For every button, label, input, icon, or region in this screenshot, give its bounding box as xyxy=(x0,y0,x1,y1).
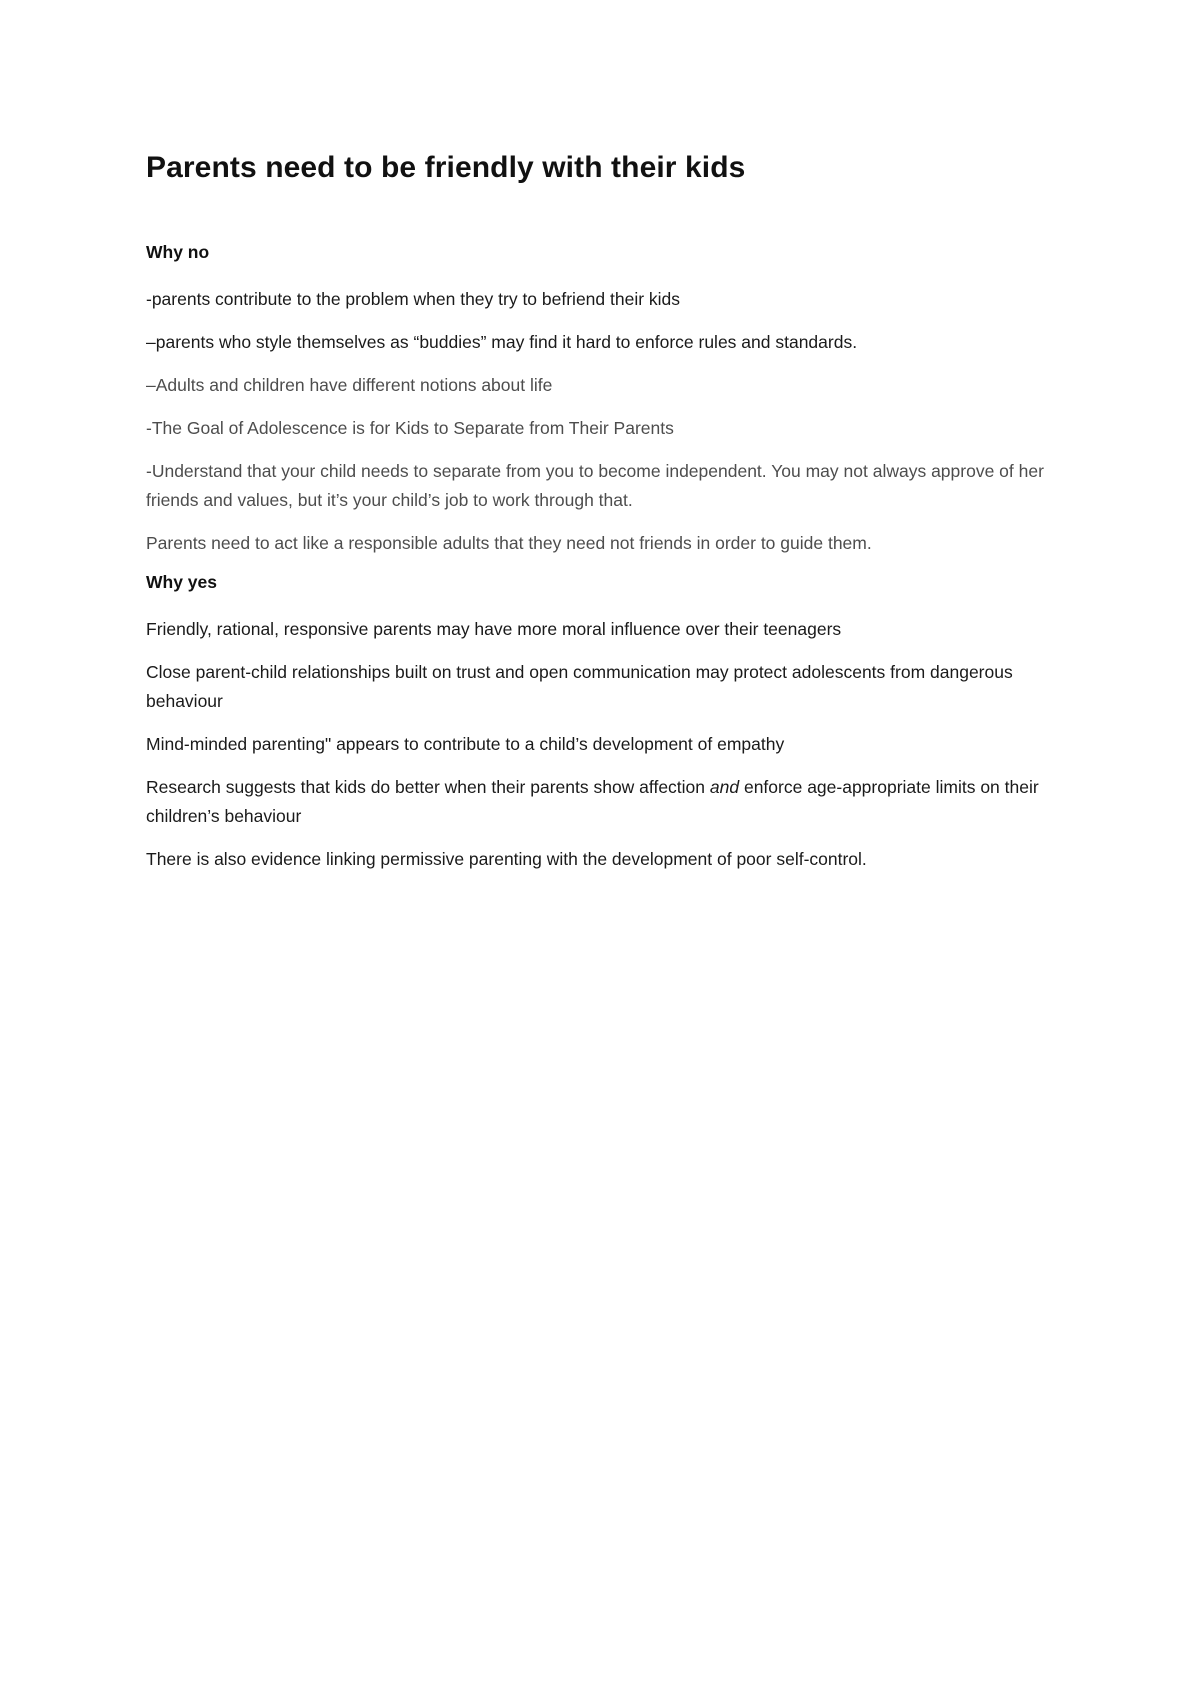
paragraph: Friendly, rational, responsive parents may have more moral influence over their teenagers xyxy=(146,619,842,639)
paragraph-text: enforce age-appropriate limits on their children’s behaviour xyxy=(146,777,1039,826)
paragraph: -parents contribute to the problem when they try to befriend their kids xyxy=(146,289,681,309)
paragraph-research xyxy=(146,773,1076,831)
document-body xyxy=(146,150,1076,888)
paragraph: There is also evidence linking permissive parenting with the development of poor self-control. xyxy=(146,849,867,869)
section-heading-why-yes: Why yes xyxy=(146,572,217,592)
paragraph: Parents need to act like a responsible adults that they need not friends in order to guide them. xyxy=(146,533,872,553)
document-title: Parents need to be friendly with their kids xyxy=(146,151,746,184)
paragraph: Mind-minded parenting" appears to contribute to a child’s development of empathy xyxy=(146,734,785,754)
paragraph-text: Research suggests that kids do better when their parents show affection xyxy=(146,777,710,797)
paragraph: -Understand that your child needs to separate from you to become independent. You may not always approve of her friends and values, but it’s your child’s job to work through that. xyxy=(146,461,1044,510)
section-heading-why-no: Why no xyxy=(146,242,210,262)
paragraph: Close parent-child relationships built on trust and open communication may protect adolescents from dangerous behaviour xyxy=(146,662,1013,711)
paragraph: –parents who style themselves as “buddies” may find it hard to enforce rules and standards. xyxy=(146,332,858,352)
paragraph: -The Goal of Adolescence is for Kids to Separate from Their Parents xyxy=(146,418,674,438)
paragraph: –Adults and children have different notions about life xyxy=(146,375,553,395)
emphasized-word: and xyxy=(709,777,740,797)
